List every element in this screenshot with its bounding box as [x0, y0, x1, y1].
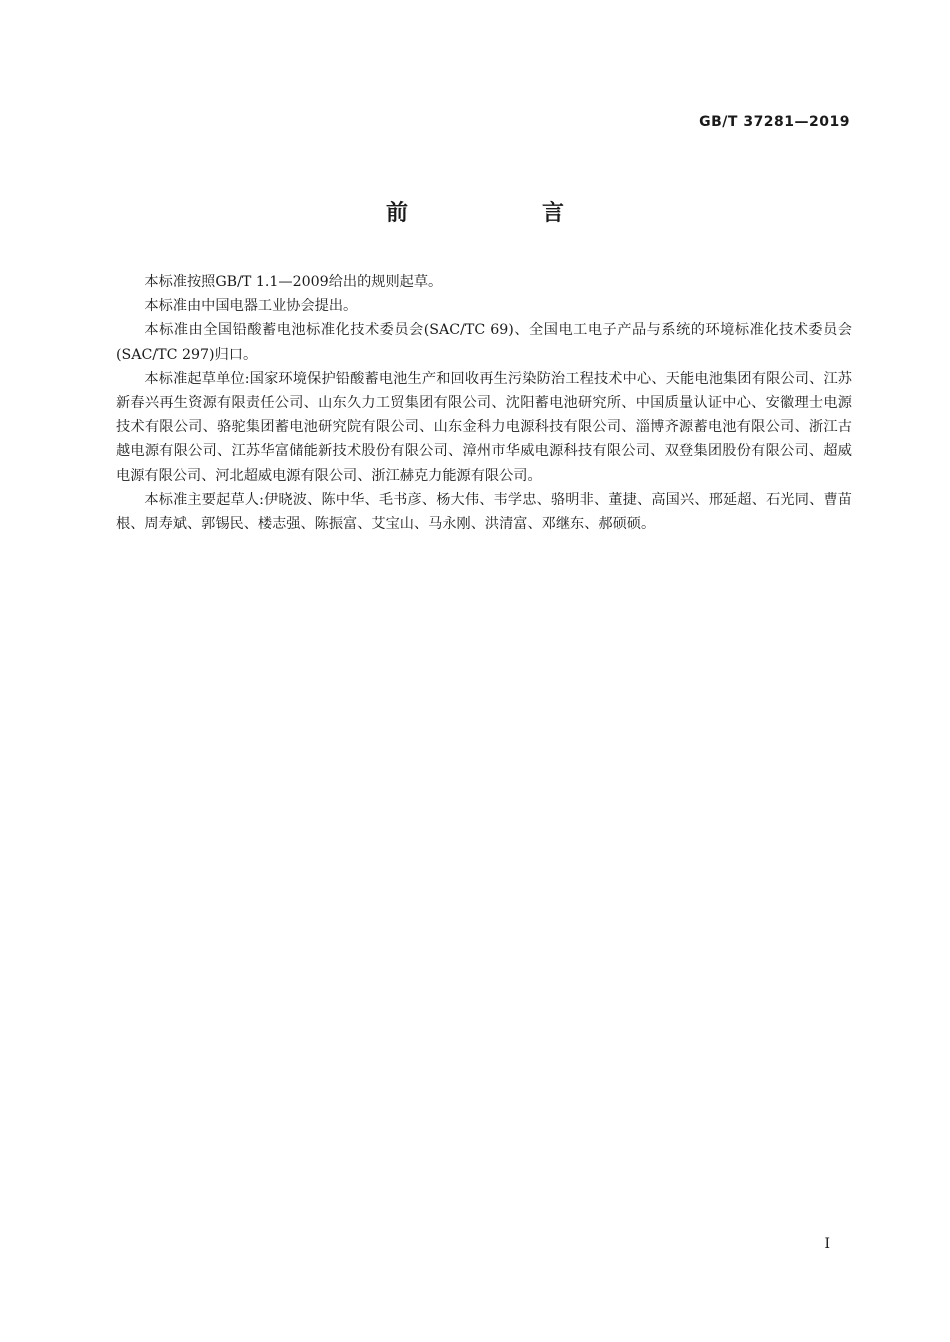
page-number: I — [824, 1236, 830, 1252]
standard-code: GB/T 37281—2019 — [699, 114, 850, 130]
paragraph-proposer: 本标准由中国电器工业协会提出。 — [144, 298, 358, 315]
paragraph-drafters: 本标准主要起草人:伊晓波、陈中华、毛书彦、杨大伟、韦学忠、骆明非、董捷、高国兴、邢延超、石光同、曹苗根、周寿斌、郭锡民、楼志强、陈振富、艾宝山、马永刚、洪清富、邓继东、郝硕硕。 — [116, 491, 852, 533]
page-title: 前 言 — [385, 201, 620, 226]
paragraph-drafting-units: 本标准起草单位:国家环境保护铅酸蓄电池生产和回收再生污染防治工程技术中心、天能电池集团有限公司、江苏新春兴再生资源有限责任公司、山东久力工贸集团有限公司、沈阳蓄电池研究所、中国质量认证中心、安徽理士电源技术有限公司、骆驼集团蓄电池研究院有限公司、山东金科力电源科技有限公司、淄博齐源蓄电池有限公司、浙江古越电源有限公司、江苏华富储能新技术股份有限公司、漳州市华威电源科技有限公司、双登集团股份有限公司、超威电源有限公司、河北超威电源有限公司、浙江赫克力能源有限公司。 — [116, 370, 852, 484]
foreword-body — [116, 270, 852, 536]
paragraph-drafting-rules: 本标准按照GB/T 1.1—2009给出的规则起草。 — [144, 274, 443, 290]
paragraph-committee: 本标准由全国铅酸蓄电池标准化技术委员会(SAC/TC 69)、全国电工电子产品与系统的环境标准化技术委员会(SAC/TC 297)归口。 — [116, 322, 852, 363]
